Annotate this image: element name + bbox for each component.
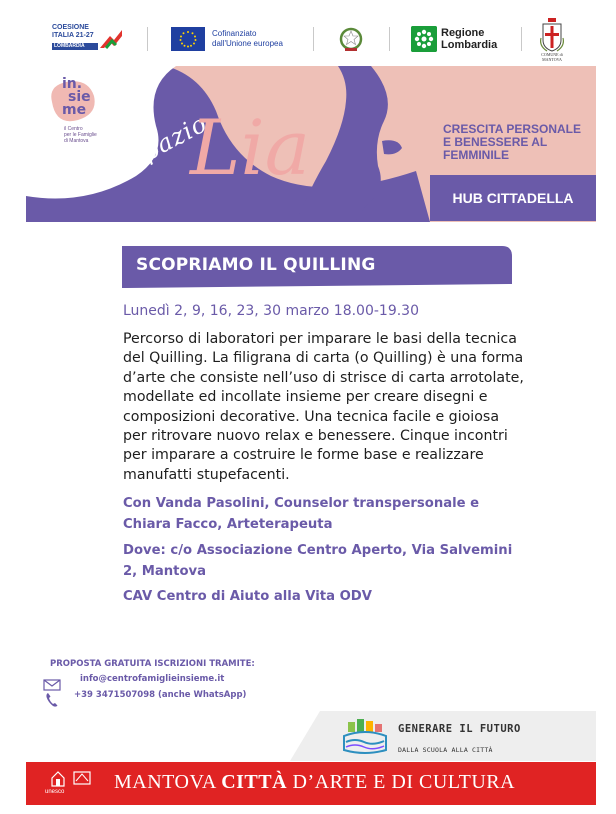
separator — [389, 27, 390, 51]
insieme-text-line3: me — [62, 102, 87, 118]
hub-label: HUB CITTADELLA — [452, 190, 574, 206]
footer-slogan — [114, 771, 515, 794]
coesione-year: ITALIA 21-27 — [52, 32, 94, 39]
event-date: Lunedì 2, 9, 16, 23, 30 marzo 18.00-19.30 — [123, 303, 419, 319]
insieme-sub-line2: per le Famiglie — [64, 132, 97, 138]
separator — [147, 27, 148, 51]
crescita-text — [443, 123, 581, 162]
insieme-text-line1: in. — [62, 76, 83, 92]
coesione-arrow-icon — [98, 28, 124, 50]
footer-slogan-part2: CITTÀ — [221, 771, 288, 793]
regione-lombardia-icon — [411, 26, 437, 52]
regione-text-line2: Lombardia — [441, 39, 498, 51]
generare-title: GENERARE IL FUTURO — [398, 723, 521, 735]
phone-icon — [45, 692, 59, 708]
contacts-heading: PROPOSTA GRATUITA ISCRIZIONI TRAMITE: — [50, 659, 255, 669]
event-title: SCOPRIAMO IL QUILLING — [136, 255, 376, 275]
eu-text-line1: Cofinanziato — [212, 29, 257, 38]
coesione-logo — [52, 24, 126, 54]
contact-phone[interactable]: +39 3471507098 (anche WhatsApp) — [74, 690, 247, 700]
eu-flag-icon — [171, 27, 205, 51]
crescita-line1: CRESCITA PERSONALE — [443, 122, 582, 136]
insieme-sub-line3: di Mantova — [64, 138, 89, 144]
insieme-sub-line1: il Centro — [64, 126, 83, 132]
comune-text: COMUNE di MANTOVA — [541, 52, 563, 62]
regione-lombardia-text — [441, 27, 497, 51]
insieme-subtitle — [64, 126, 97, 144]
footer-slogan-part1: MANTOVA — [114, 771, 222, 793]
eu-text-line2: dall'Unione europea — [212, 39, 283, 48]
generare-logo-icon — [340, 716, 390, 756]
mail-icon — [43, 679, 61, 691]
spazio-script: Spazio — [122, 109, 212, 175]
event-organizer: CAV Centro di Aiuto alla Vita ODV — [123, 589, 372, 604]
footer-slogan-part3: D’ARTE E DI CULTURA — [287, 771, 516, 793]
contact-email[interactable]: info@centrofamiglieinsieme.it — [80, 674, 225, 684]
crescita-line2: E BENESSERE AL — [443, 135, 548, 149]
insieme-text-line2: sie — [68, 89, 91, 105]
generare-subtitle: DALLA SCUOLA ALLA CITTÀ — [398, 746, 493, 754]
coesione-text: COESIONE — [52, 24, 89, 31]
insieme-logo-text — [62, 78, 91, 117]
event-description: Percorso di laboratori per imparare le basi della tecnica del Quilling. La filigrana di carta (o Quilling) è una forma d’arte che consiste nell’uso di strisce di carta arrotolate, modellate ed incollate insieme per creare disegni e composizioni decorative. Una tecnica facile e gioiosa per ritrovare nuovo relax e benessere. Cinque incontri per imparare a costruire le forme base e realizzare manufatti stupefacenti. — [123, 331, 524, 483]
lia-script: Lia — [190, 103, 311, 192]
coesione-region: LOMBARDIA — [52, 43, 98, 50]
event-instructors: Con Vanda Pasolini, Counselor transpersonale e Chiara Facco, Arteterapeuta — [123, 496, 480, 532]
event-location: Dove: c/o Associazione Centro Aperto, Via Salvemini 2, Mantova — [123, 543, 513, 579]
separator — [521, 27, 522, 51]
unesco-label: unesco — [45, 789, 65, 795]
crescita-line3: FEMMINILE — [443, 148, 509, 162]
separator — [313, 27, 314, 51]
regione-text-line1: Regione — [441, 27, 485, 39]
italian-emblem-icon — [339, 25, 363, 53]
eu-text — [212, 29, 283, 49]
